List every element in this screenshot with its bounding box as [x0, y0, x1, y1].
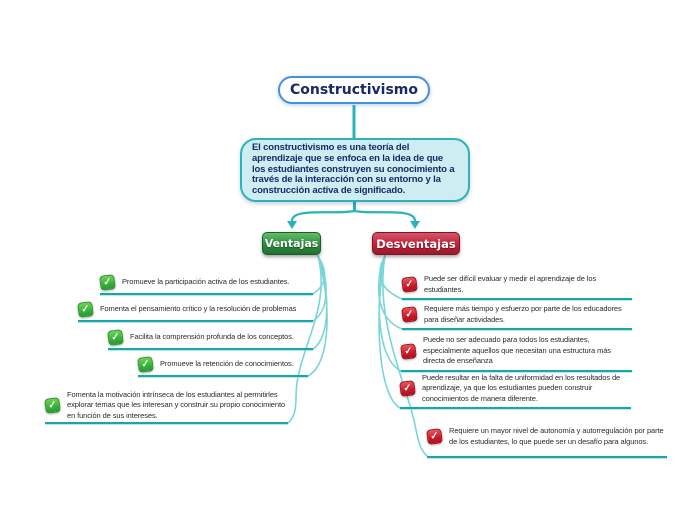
- summary-text: El constructivismo es una teoría del aprendizaje que se enfoca en la idea de que los estudiantes construyen su conocimiento a través de la interacción con su entorno y la construcción activa de significado.: [252, 142, 455, 197]
- curve-desventaja-2: [379, 256, 402, 329]
- summary-node[interactable]: [240, 138, 470, 202]
- curve-desventaja-4: [379, 256, 400, 408]
- advantage-text: Fomenta la motivación intrínseca de los estudiantes al permitirles explorar temas que les interesan y construir su propio conocimiento en función de sus intereses.: [67, 389, 285, 420]
- desventajas-node[interactable]: Desventajas: [372, 232, 460, 255]
- advantage-text: Promueve la participación activa de los estudiantes.: [122, 277, 290, 287]
- advantage-item[interactable]: [138, 356, 308, 377]
- disadvantage-text: Puede no ser adecuado para todos los estudiantes, especialmente aquellos que necesitan una estructura más directa de enseñanza: [423, 335, 611, 366]
- root-label: Constructivismo: [289, 82, 418, 98]
- advantage-item[interactable]: [100, 274, 313, 295]
- check-icon: ✓: [426, 428, 443, 445]
- disadvantage-text: Puede ser difícil evaluar y medir el aprendizaje de los estudiantes.: [424, 274, 597, 294]
- disadvantage-item[interactable]: [401, 334, 632, 372]
- curve-desventaja-3: [379, 256, 401, 371]
- arrowhead-desventajas: [410, 221, 420, 229]
- disadvantage-item[interactable]: [402, 303, 632, 330]
- curve-desventaja-1: [380, 256, 402, 299]
- check-icon: ✓: [77, 301, 94, 318]
- advantage-text: Fomenta el pensamiento crítico y la resolución de problemas: [100, 304, 297, 314]
- arrowhead-ventajas: [287, 221, 297, 229]
- curve-ventaja-2: [313, 256, 326, 321]
- check-icon: ✓: [400, 343, 417, 360]
- advantage-text: Facilita la comprensión profunda de los conceptos.: [130, 332, 294, 342]
- ventajas-node[interactable]: Ventajas: [262, 232, 321, 255]
- curve-ventaja-1: [313, 256, 325, 294]
- disadvantage-item[interactable]: [402, 273, 632, 300]
- check-icon: ✓: [401, 276, 418, 293]
- disadvantage-text: Requiere más tiempo y esfuerzo por parte de los educadores para diseñar actividades.: [424, 304, 622, 324]
- disadvantage-text: Requiere un mayor nivel de autonomía y autorregulación por parte de los estudiantes, lo que puede ser un desafío para algunos.: [449, 426, 664, 446]
- advantage-text: Promueve la retención de conocimientos.: [160, 359, 294, 369]
- check-icon: ✓: [137, 356, 154, 373]
- advantage-item[interactable]: [45, 391, 288, 424]
- check-icon: ✓: [44, 397, 61, 414]
- disadvantage-item[interactable]: [427, 419, 667, 458]
- root-node[interactable]: [278, 76, 430, 104]
- curve-ventaja-3: [313, 256, 327, 349]
- check-icon: ✓: [107, 329, 124, 346]
- branch-to-desventajas: [355, 211, 416, 221]
- advantage-item[interactable]: [78, 301, 313, 322]
- check-icon: ✓: [399, 380, 416, 397]
- disadvantage-item[interactable]: [400, 372, 631, 409]
- advantage-item[interactable]: [108, 329, 313, 350]
- check-icon: ✓: [99, 274, 116, 291]
- disadvantage-text: Puede resultar en la falta de uniformidad en los resultados de aprendizaje, ya que los estudiantes pueden construir conocimientos de manera diferente.: [422, 372, 621, 403]
- check-icon: ✓: [401, 306, 418, 323]
- branch-to-ventajas: [292, 211, 355, 221]
